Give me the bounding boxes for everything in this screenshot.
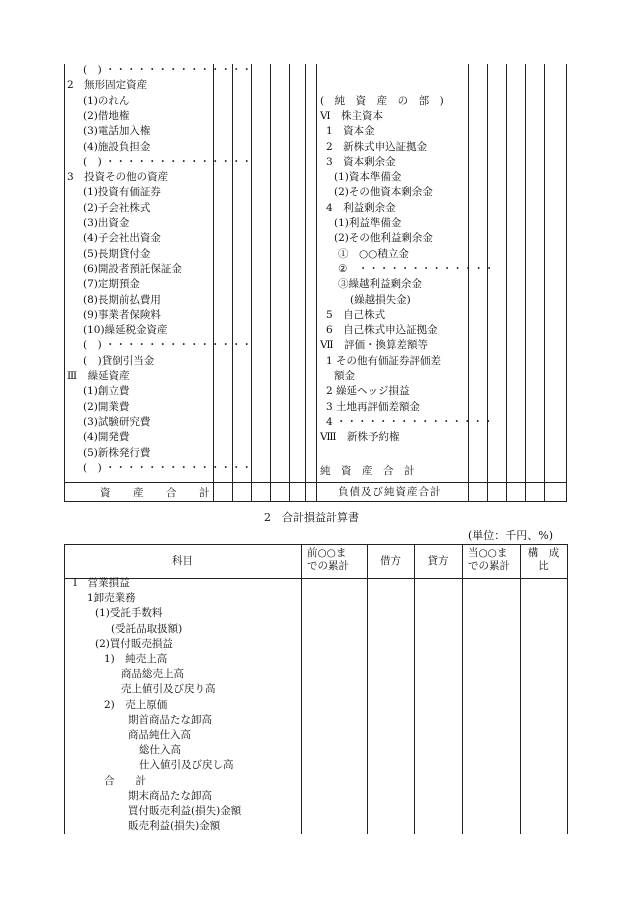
asset-line-item: (4)開発費 <box>83 431 130 444</box>
header-prior-cumulative: 前○○ま での累計 <box>307 547 349 572</box>
account-line-item: (受託品取扱額) <box>111 622 183 635</box>
account-line-item: (1)受託手数料 <box>95 607 163 620</box>
asset-line-item: (2)借地権 <box>83 109 130 122</box>
account-line-item: 期末商品たな卸高 <box>128 789 212 802</box>
header-credit: 貸方 <box>427 555 449 567</box>
account-line-item: 合 計 <box>104 774 146 787</box>
net-asset-line-item: 2 新株式申込証拠金 <box>326 140 428 153</box>
net-asset-line-item: 3 土地再評価差額金 <box>326 400 421 413</box>
header-debit: 借方 <box>380 555 401 567</box>
asset-line-item: ( ) ・・・・・・・・・・・・・・ <box>83 155 253 168</box>
income-statement-title: 2 合計損益計算書 <box>264 511 359 524</box>
header-account: 科目 <box>172 555 193 567</box>
account-line-item: 売上値引及び戻り高 <box>121 683 216 696</box>
account-line-item: (2)買付販売損益 <box>95 637 173 650</box>
asset-line-item: ( )貸倒引当金 <box>83 354 155 367</box>
asset-line-item: (10)繰延税金資産 <box>83 324 168 337</box>
asset-line-item: (2)開業費 <box>83 400 130 413</box>
net-asset-line-item: 1 資本金 <box>326 125 375 138</box>
account-line-item: 2) 売上原価 <box>104 698 168 711</box>
total-assets-label: 資 産 合 計 <box>100 487 216 499</box>
net-asset-line-item: 1 その他有価証券評価差 <box>326 354 442 367</box>
asset-line-item: (3)出資金 <box>83 217 130 229</box>
account-line-item: 商品純仕入高 <box>128 729 191 741</box>
asset-line-item: (9)事業者保険料 <box>83 308 161 321</box>
asset-line-item: ( ) ・・・・・・・・・・・・・・ <box>83 64 253 76</box>
net-asset-line-item: (1)資本準備金 <box>334 171 402 184</box>
asset-line-item: (1)のれん <box>83 94 130 107</box>
net-asset-line-item: 4 ・・・・・・・・・・・・・・・ <box>326 415 494 428</box>
asset-line-item: (3)試験研究費 <box>83 415 151 428</box>
asset-line-item: (2)子会社株式 <box>83 201 151 214</box>
net-asset-line-item: 5 自己株式 <box>326 308 386 321</box>
asset-line-item: (4)子会社出資金 <box>83 232 161 245</box>
net-asset-line-item: ① ○○積立金 <box>338 247 409 260</box>
asset-line-item: 2 無形固定資産 <box>67 79 148 92</box>
net-asset-line-item: Ⅶ 評価・換算差額等 <box>320 339 429 352</box>
net-asset-line-item: 純 資 産 合 計 <box>320 464 415 477</box>
asset-line-item: (1)投資有価証券 <box>83 186 161 199</box>
net-asset-line-item: 4 利益剰余金 <box>326 201 396 214</box>
account-line-item: 商品総売上高 <box>121 668 184 681</box>
asset-line-item: (8)長期前払費用 <box>83 293 161 306</box>
account-line-item: 総仕入高 <box>139 744 181 757</box>
asset-line-item: (5)長期貸付金 <box>83 247 151 260</box>
asset-line-item: ( ) ・・・・・・・・・・・・・・ <box>83 339 253 352</box>
asset-line-item: (5)新株発行費 <box>83 446 151 459</box>
net-asset-line-item: Ⅵ 株主資本 <box>320 109 384 122</box>
asset-line-item: (1)創立費 <box>83 385 130 398</box>
asset-line-item: (6)開設者預託保証金 <box>83 262 182 275</box>
net-asset-line-item: 額金 <box>334 370 355 382</box>
account-line-item: 仕入値引及び戻し高 <box>139 759 234 772</box>
asset-line-item: Ⅲ 繰延資産 <box>67 370 130 382</box>
account-line-item: 買付販売利益(損失)金額 <box>128 805 242 817</box>
net-asset-line-item: (繰越損失金) <box>350 293 411 306</box>
asset-line-item: (3)電話加入権 <box>83 125 151 138</box>
net-asset-line-item: ② ・・・・・・・・・・・・・ <box>338 262 495 275</box>
account-line-item: 期首商品たな卸高 <box>128 713 212 726</box>
header-current-cumulative: 当○○ま での累計 <box>468 547 510 572</box>
asset-line-item: (7)定期預金 <box>83 278 140 291</box>
asset-line-item: (4)施設負担金 <box>83 140 151 153</box>
account-line-item: Ⅰ 営業損益 <box>73 577 130 589</box>
header-composition-ratio: 構 成 比 <box>527 547 560 572</box>
net-asset-line-item: Ⅷ 新株予約権 <box>320 431 400 444</box>
unit-label: (単位：千円、%) <box>468 529 554 542</box>
net-asset-line-item: 6 自己株式申込証拠金 <box>326 324 438 337</box>
net-asset-line-item: (2)その他資本剰余金 <box>334 186 433 199</box>
net-asset-line-item: ( 純 資 産 の 部 ) <box>320 94 444 107</box>
account-line-item: 1) 純売上高 <box>104 653 168 665</box>
total-liabilities-net-assets-label: 負債及び純資産合計 <box>338 486 442 498</box>
asset-line-item: 3 投資その他の資産 <box>67 171 169 184</box>
asset-line-item: ( ) ・・・・・・・・・・・・・・ <box>83 461 253 474</box>
account-line-item: 販売利益(損失)金額 <box>128 820 221 833</box>
net-asset-line-item: (2)その他利益剰余金 <box>334 232 433 245</box>
net-asset-line-item: 2 繰延ヘッジ損益 <box>326 385 410 398</box>
net-asset-line-item: 3 資本剰余金 <box>326 155 396 168</box>
net-asset-line-item: ③繰越利益剰余金 <box>338 278 422 291</box>
account-line-item: 1卸売業務 <box>87 592 136 605</box>
net-asset-line-item: (1)利益準備金 <box>334 217 402 229</box>
